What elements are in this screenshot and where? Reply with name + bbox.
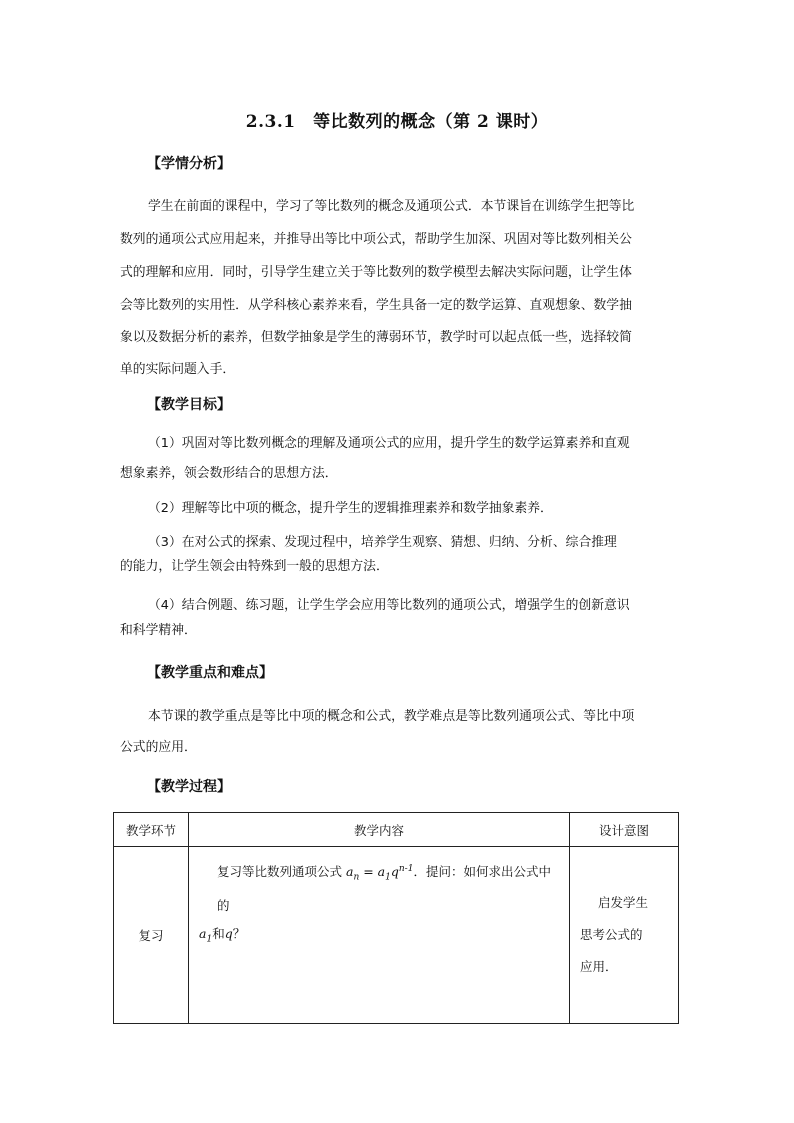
intent-line: 应用． <box>580 959 618 974</box>
table-header-content: 教学内容 <box>189 813 570 847</box>
formula-exp: n-1 <box>398 864 414 874</box>
content-cell <box>189 847 570 1024</box>
content-suffix: ．提问：如何求出公式中的 <box>217 864 551 913</box>
line2-end: ？ <box>232 925 246 941</box>
section-heading-goals: 【教学目标】 <box>147 397 231 413</box>
table-header-row <box>114 813 679 847</box>
content-line-2 <box>199 920 561 954</box>
section-heading-analysis: 【学情分析】 <box>147 156 231 172</box>
intent-line: 启发学生 <box>598 895 649 910</box>
content-prefix: 复习等比数列通项公式 <box>217 864 346 880</box>
table-header-stage: 教学环节 <box>114 813 189 847</box>
keypoint-line: 本节课的教学重点是等比中项的概念和公式，教学难点是等比数列通项公式、等比中项 <box>148 709 635 724</box>
content-line-1 <box>199 855 561 920</box>
page-title: 2.3.1 等比数列的概念（第 2 课时） <box>245 112 549 132</box>
formula-rhs: a <box>377 864 386 880</box>
analysis-line: 象以及数据分析的素养，但数学抽象是学生的薄弱环节，教学时可以起点低一些，选择较简 <box>120 330 632 345</box>
stage-cell: 复习 <box>114 847 189 1024</box>
goal-line: （1）巩固对等比数列概念的理解及通项公式的应用，提升学生的数学运算素养和直观 <box>148 436 630 451</box>
process-table <box>113 812 679 1024</box>
goal-line: （4）结合例题、练习题，让学生学会应用等比数列的通项公式，增强学生的创新意识 <box>148 598 630 613</box>
analysis-line: 式的理解和应用．同时，引导学生建立关于等比数列的数学模型去解决实际问题，让学生体 <box>120 265 632 280</box>
formula-rhs-sub: 1 <box>385 872 391 883</box>
line2-and: 和 <box>212 925 225 941</box>
intent-line: 思考公式的 <box>580 927 643 942</box>
formula-eq: = <box>359 864 378 880</box>
formula-lhs: a <box>345 864 354 880</box>
analysis-line: 会等比数列的实用性．从学科核心素养来看，学生具备一定的数学运算、直观想象、数学抽 <box>120 298 632 313</box>
analysis-line: 数列的通项公式应用起来，并推导出等比中项公式，帮助学生加深、巩固对等比数列相关公 <box>120 232 632 247</box>
keypoint-line: 公式的应用． <box>120 740 197 755</box>
goal-line: （2）理解等比中项的概念，提升学生的逻辑推理素养和数学抽象素养． <box>148 501 553 516</box>
formula-q: q <box>390 864 399 880</box>
intent-cell <box>570 847 679 1024</box>
table-row <box>114 847 679 1024</box>
goal-line: 和科学精神． <box>120 623 197 638</box>
line2-a-sub: 1 <box>206 934 213 945</box>
goal-line: 的能力，让学生领会由特殊到一般的思想方法． <box>120 559 389 574</box>
goal-line: 想象素养，领会数形结合的思想方法． <box>120 466 338 481</box>
analysis-line: 单的实际问题入手． <box>120 362 236 377</box>
formula-lhs-sub: n <box>353 872 360 883</box>
line2-q: q <box>224 925 233 941</box>
table-header-intent: 设计意图 <box>570 813 679 847</box>
goal-line: （3）在对公式的探索、发现过程中，培养学生观察、猜想、归纳、分析、综合推理 <box>148 535 617 550</box>
section-heading-keypoints: 【教学重点和难点】 <box>147 665 273 681</box>
section-heading-process: 【教学过程】 <box>147 779 231 795</box>
analysis-line: 学生在前面的课程中，学习了等比数列的概念及通项公式．本节课旨在训练学生把等比 <box>148 199 635 214</box>
line2-a: a <box>199 925 207 941</box>
